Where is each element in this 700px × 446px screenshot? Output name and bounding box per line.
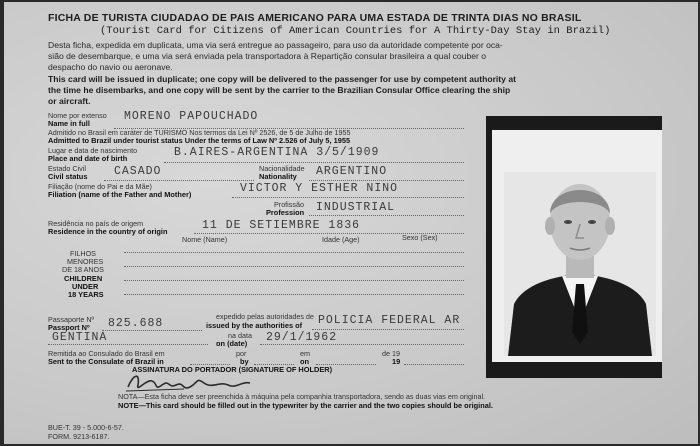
note-en: NOTE—This card should be filled out in the typewriter by the carrier and the two copies should be original.	[118, 401, 493, 410]
issued-label-en: issued by the authorities of	[206, 321, 303, 330]
name-label-pt: Nome por extenso	[48, 111, 107, 120]
issued-value-continued: GENTINA	[52, 331, 108, 344]
name-value: MORENO PAPOUCHADO	[124, 110, 259, 123]
col-name-header: Nome (Name)	[182, 235, 228, 244]
intro-en-line-1: This card will be issued in duplicate; one copy will be delivered to the passenger for use by competent authority at	[48, 74, 516, 84]
issued-label-pt: expedido pelas autoridades de	[216, 312, 314, 321]
civil-label-en: Civil status	[48, 172, 88, 181]
nationality-label-en: Nationality	[259, 172, 297, 181]
civil-value: CASADO	[114, 165, 162, 178]
card-subtitle: (Tourist Card for Citizens of American Countries for A Thirty-Day Stay in Brazil)	[100, 25, 611, 37]
intro-en-line-2: the time he disembarks, and one copy will be sent by the carrier to the Brazilian Consular Office clearing the ship	[48, 85, 511, 95]
children-label-en-1: CHILDREN	[64, 274, 103, 283]
card-title: FICHA DE TURISTA CIUDADAO DE PAIS AMERICANO PARA UMA ESTADA DE TRINTA DIAS NO BRASIL	[48, 12, 582, 24]
note-pt: NOTA—Esta ficha deve ser preenchida à máquina pela companhia transportadora, sendo as duas vias em original.	[118, 392, 486, 401]
date-value: 29/1/1962	[266, 331, 338, 344]
passport-label-en: Passport Nº	[48, 323, 90, 332]
form-code-2: FORM. 9213-6187.	[48, 432, 110, 441]
birth-label-en: Place and date of birth	[48, 154, 128, 163]
remitted-label-pt: Remitida ao Consulado do Brasil em	[48, 349, 165, 358]
children-label-pt-2: MENORES	[67, 257, 104, 266]
intro-en-line-3: or aircraft.	[48, 96, 91, 106]
col-sex-header: Sexo (Sex)	[402, 233, 438, 242]
children-label-en-3: 18 YEARS	[68, 290, 104, 299]
on-label-pt: em	[300, 349, 310, 358]
filiation-label-en: Filiation (name of the Father and Mother)	[48, 190, 192, 199]
issued-value: POLICIA FEDERAL AR	[318, 314, 461, 327]
children-label-pt-3: DE 18 ANOS	[62, 265, 104, 274]
year-label-pt: de 19	[382, 349, 400, 358]
passport-label-pt: Passaporte Nº	[48, 315, 95, 324]
remitted-label-en: Sent to the Consulate of Brazil in	[48, 357, 164, 366]
profession-label-pt: Profissão	[274, 200, 304, 209]
holder-portrait-photo	[504, 172, 656, 356]
profession-value: INDUSTRIAL	[316, 201, 396, 214]
signature-label: ASSINATURA DO PORTADOR (SIGNATURE OF HOLDER)	[132, 365, 333, 374]
form-code-1: BUE-T. 39 - 5.000-6-57.	[48, 423, 124, 432]
date-label-en: on (date)	[216, 339, 248, 348]
residence-label-en: Residence in the country of origin	[48, 227, 168, 236]
intro-pt-line-2: sião de desembarque, e uma via será enviada pela transportadora à Repartição consular brasileira a qual couber o	[48, 51, 487, 61]
admitted-label-en: Admitted to Brazil under tourist status Under the terms of Law Nº 2.526 of July 5, 1955	[48, 136, 351, 145]
admitted-label-pt: Admitido no Brasil em caráter de TURISMO Nos termos da Lei Nº 2526, de 5 de Julho de 1955	[48, 128, 351, 137]
year-label-en: 19	[392, 357, 401, 366]
filiation-value: VICTOR Y ESTHER NINO	[240, 182, 399, 195]
name-label-en: Name in full	[48, 119, 90, 128]
nationality-label-pt: Nacionalidade	[259, 164, 305, 173]
children-label-pt-1: FILHOS	[70, 249, 96, 258]
holder-signature	[124, 367, 274, 395]
by-label-en: by	[240, 357, 249, 366]
residence-value: 11 DE SETIEMBRE 1836	[202, 219, 361, 232]
residence-label-pt: Residência no país de origem	[48, 219, 144, 228]
on-label-en: on	[300, 357, 310, 366]
nationality-value: ARGENTINO	[316, 165, 388, 178]
intro-pt-line-3: despacho do navio ou aeronave.	[48, 62, 173, 72]
intro-pt-line-1: Desta ficha, expedida em duplicata, uma via será entregue ao passageiro, para uso da autoridade competente por oca-	[48, 40, 503, 50]
birth-label-pt: Lugar e data de nascimento	[48, 146, 138, 155]
children-label-en-2: UNDER	[72, 282, 99, 291]
tourist-card	[4, 2, 698, 444]
civil-label-pt: Estado Civil	[48, 164, 86, 173]
date-label-pt: na data	[228, 331, 252, 340]
col-age-header: Idade (Age)	[322, 235, 360, 244]
filiation-label-pt: Filiação (nome do Pai e da Mãe)	[48, 182, 152, 191]
birth-value: B.AIRES-ARGENTINA 3/5/1909	[174, 146, 380, 159]
profession-label-en: Profession	[266, 208, 305, 217]
passport-value: 825.688	[108, 317, 164, 330]
by-label-pt: por	[236, 349, 247, 358]
